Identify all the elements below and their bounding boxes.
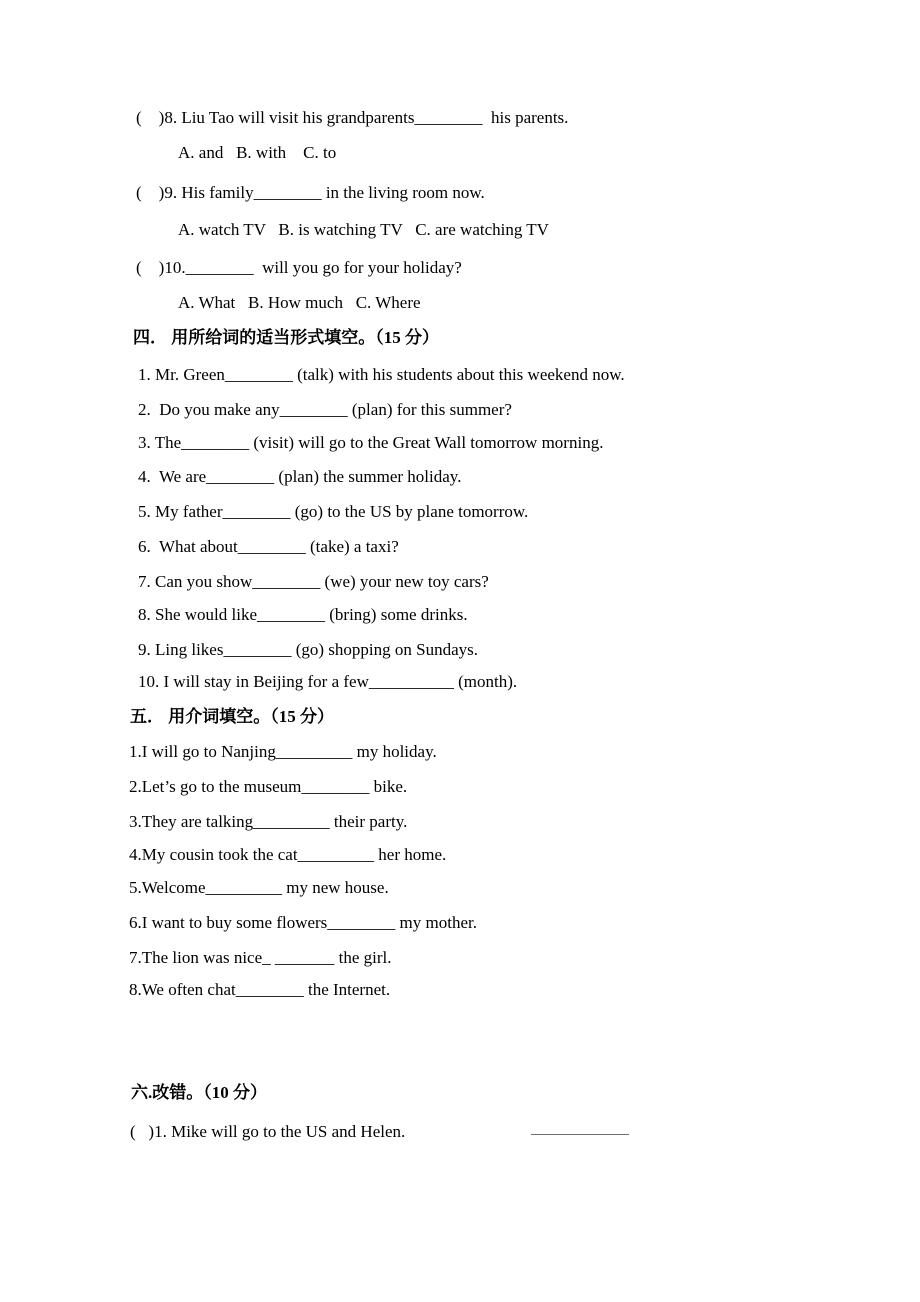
section-4-item-3: 3. The________ (visit) will go to the Great Wall tomorrow morning. [138,433,604,452]
section-4-item-10: 10. I will stay in Beijing for a few__________ (month). [138,672,518,691]
mc-question-9-options: A. watch TV B. is watching TV C. are watching TV [178,220,549,239]
section-5-item-8: 8.We often chat________ the Internet. [129,980,391,999]
section-4-item-7: 7. Can you show________ (we) your new toy cars? [138,572,489,591]
section-4-heading: 四． 用所给词的适当形式填空。（15 分） [133,328,439,347]
mc-question-8-options: A. and B. with C. to [178,143,337,162]
mc-question-10: ( )10.________ will you go for your holiday? [136,258,462,277]
section-5-item-4: 4.My cousin took the cat_________ her home. [129,845,447,864]
mc-question-8: ( )8. Liu Tao will visit his grandparents________ his parents. [136,108,569,127]
section-4-item-8: 8. She would like________ (bring) some drinks. [138,605,468,624]
section-5-item-6: 6.I want to buy some flowers________ my mother. [129,913,477,932]
answer-blank-line [531,1134,629,1135]
section-4-item-1: 1. Mr. Green________ (talk) with his students about this weekend now. [138,365,625,384]
section-5-item-1: 1.I will go to Nanjing_________ my holiday. [129,742,437,761]
section-5-heading: 五． 用介词填空。（15 分） [130,707,334,726]
section-4-item-9: 9. Ling likes________ (go) shopping on Sundays. [138,640,478,659]
section-5-item-7: 7.The lion was nice_ _______ the girl. [129,948,392,967]
section-4-item-5: 5. My father________ (go) to the US by plane tomorrow. [138,502,529,521]
section-5-item-5: 5.Welcome_________ my new house. [129,878,389,897]
section-6-heading: 六.改错。（10 分） [131,1083,267,1102]
section-4-item-2: 2. Do you make any________ (plan) for this summer? [138,400,512,419]
section-5-item-2: 2.Let’s go to the museum________ bike. [129,777,408,796]
mc-question-9: ( )9. His family________ in the living room now. [136,183,485,202]
section-6-question-1: ( )1. Mike will go to the US and Helen. [130,1122,406,1141]
section-4-item-4: 4. We are________ (plan) the summer holiday. [138,467,462,486]
section-5-item-3: 3.They are talking_________ their party. [129,812,408,831]
section-4-item-6: 6. What about________ (take) a taxi? [138,537,399,556]
mc-question-10-options: A. What B. How much C. Where [178,293,421,312]
